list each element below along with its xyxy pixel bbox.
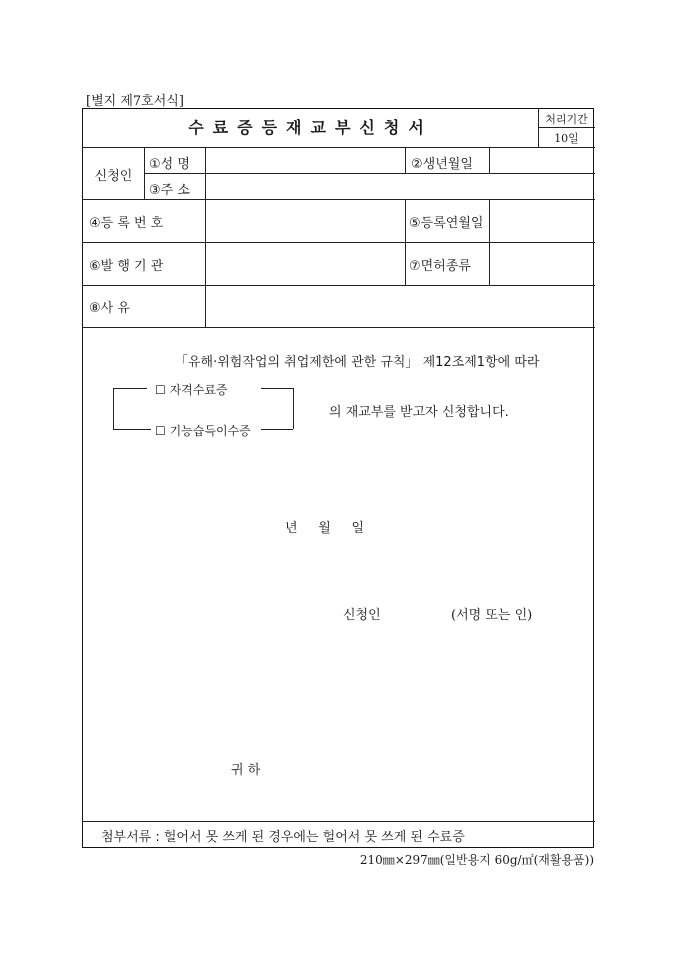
signer-label: 신청인 xyxy=(343,608,381,623)
address-label: ③주 소 xyxy=(149,183,190,198)
birthdate-label: ②생년월일 xyxy=(411,157,473,172)
applicant-label: 신청인 xyxy=(94,169,133,184)
signature-note: (서명 또는 인) xyxy=(451,608,533,623)
form-number: [별지 제7호서식] xyxy=(86,94,184,109)
processing-divider xyxy=(538,127,595,128)
license-type-field[interactable] xyxy=(490,243,594,284)
reg-date-label: ⑤등록연월일 xyxy=(409,216,484,231)
row-line-6 xyxy=(83,327,595,328)
form-title: 수료증등재교부신청서 xyxy=(188,118,433,137)
bracket-top-right xyxy=(261,388,293,389)
bracket-bottom-right xyxy=(261,429,293,430)
paper-spec: 210㎜×297㎜(일반용지 60g/㎡(재활용품)) xyxy=(359,853,594,867)
option-certificate-checkbox[interactable]: ☐ 자격수료증 xyxy=(155,383,228,397)
issuer-label: ⑥발 행 기 관 xyxy=(89,259,164,274)
reg-number-field[interactable] xyxy=(206,200,404,241)
reason-field[interactable] xyxy=(206,286,594,326)
date-line: 년 월 일 xyxy=(285,521,364,536)
bracket-right xyxy=(293,388,294,429)
applicant-divider xyxy=(144,147,145,199)
name-label: ①성 명 xyxy=(149,157,190,172)
birthdate-field[interactable] xyxy=(490,148,594,172)
reg-date-field[interactable] xyxy=(490,200,594,241)
license-type-label: ⑦면허종류 xyxy=(409,259,471,274)
processing-period: 10일 xyxy=(554,132,579,145)
bracket-top-left xyxy=(113,388,147,389)
mid-left-divider xyxy=(405,199,406,285)
reason-label: ⑧사 유 xyxy=(89,301,130,316)
birthdate-left-divider xyxy=(405,147,406,173)
addressee: 귀 하 xyxy=(231,763,261,778)
issuer-field[interactable] xyxy=(206,243,404,284)
regulation-sentence: 「유해·위험작업의 취업제한에 관한 규칙」 제12조제1항에 따라 xyxy=(175,355,540,370)
reg-number-label: ④등 록 번 호 xyxy=(89,216,164,231)
application-form xyxy=(82,108,594,848)
row-line-7 xyxy=(83,821,595,822)
bracket-bottom-left xyxy=(113,429,151,430)
request-sentence: 의 재교부를 받고자 신청합니다. xyxy=(329,405,509,420)
bracket-left xyxy=(113,388,114,429)
name-field[interactable] xyxy=(206,148,404,172)
option-skill-certificate-checkbox[interactable]: ☐ 기능습득이수증 xyxy=(155,424,251,438)
address-field[interactable] xyxy=(206,174,594,198)
processing-label: 처리기간 xyxy=(545,113,588,126)
attachments-note: 첨부서류 : 헐어서 못 쓰게 된 경우에는 헐어서 못 쓰게 된 수료증 xyxy=(101,830,465,845)
